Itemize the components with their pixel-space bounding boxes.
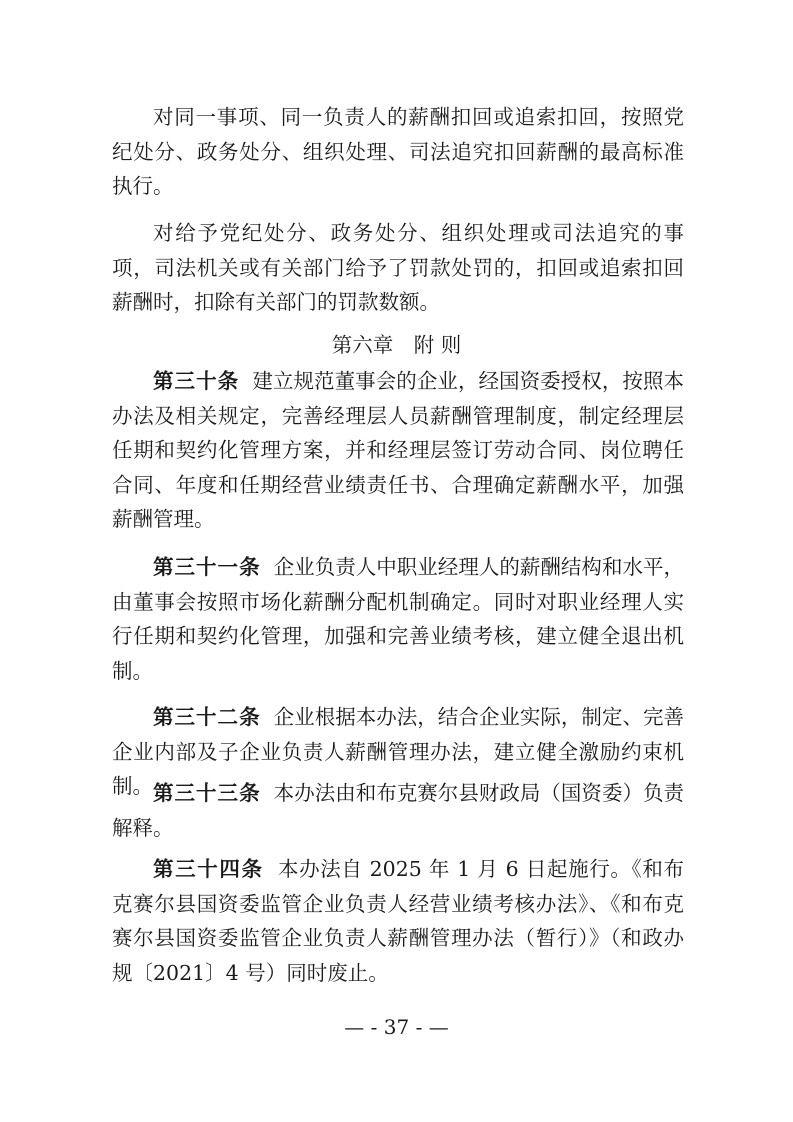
article-text: 建立规范董事会的企业，经国资委授权，按照本办法及相关规定，完善经理层人员薪酬管理制度，制定经理层任期和契约化管理方案，并和经理层签订劳动合同、岗位聘任合同、年度和任期经营业绩责任书、合理确定薪酬水平，加强薪酬管理。 [112, 369, 685, 531]
article-33 [112, 776, 684, 845]
paragraph-recovery-standard: 对同一事项、同一负责人的薪酬扣回或追索扣回，按照党纪处分、政务处分、组织处理、司法追究扣回薪酬的最高标准执行。 [112, 105, 684, 198]
article-text: 企业负责人中职业经理人的薪酬结构和水平，由董事会按照市场化薪酬分配机制确定。同时对职业经理人实行任期和契约化管理，加强和完善业绩考核，建立健全退出机制。 [112, 555, 685, 683]
article-34 [112, 852, 684, 990]
article-label: 第三十一条 [153, 555, 261, 579]
article-31 [112, 550, 684, 688]
article-text: 本办法自 2025 年 1 月 6 日起施行。《和布克赛尔县国资委监管企业负责人经营业绩考核办法》、《和布克赛尔县国资委监管企业负责人薪酬管理办法（暂行）》（和政办规〔2021〕4 号）同时废止。 [112, 857, 685, 985]
article-text: 企业根据本办法，结合企业实际，制定、完善企业内部及子企业负责人薪酬管理办法，建立健全激励约束机制。 [112, 705, 685, 798]
article-30 [112, 364, 684, 537]
page-number: — - 37 - — [344, 1015, 449, 1039]
article-label: 第三十四条 [153, 857, 264, 881]
article-text: 本办法由和布克赛尔县财政局（国资委）负责解释。 [112, 781, 685, 840]
chapter-title: 第六章 附 则 [331, 333, 462, 357]
article-label: 第三十条 [153, 369, 240, 393]
article-label: 第三十二条 [153, 705, 261, 729]
paragraph-fine-deduction: 对给予党纪处分、政务处分、组织处理或司法追究的事项，司法机关或有关部门给予了罚款处罚的，扣回或追索扣回薪酬时，扣除有关部门的罚款数额。 [112, 221, 684, 314]
article-label: 第三十三条 [153, 781, 261, 805]
